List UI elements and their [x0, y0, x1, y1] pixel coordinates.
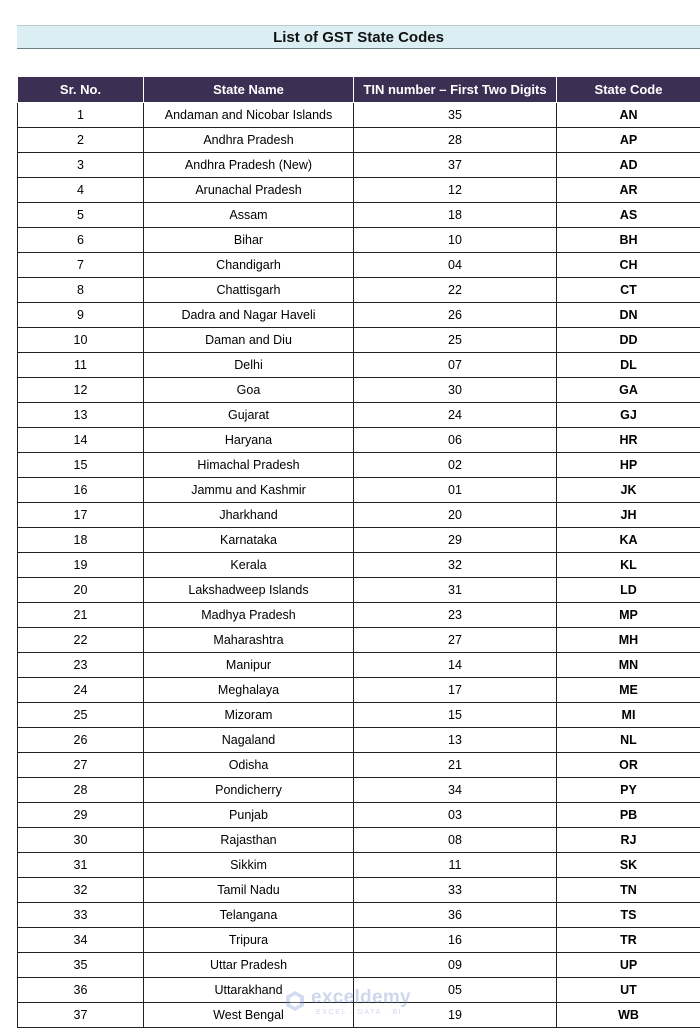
- cell-tin-digits: 25: [354, 328, 557, 353]
- table-row: [18, 228, 700, 253]
- cell-sr-no: 30: [18, 828, 144, 853]
- cell-tin-digits: 08: [354, 828, 557, 853]
- cell-tin-digits: 34: [354, 778, 557, 803]
- cell-state-name: Chattisgarh: [144, 278, 354, 303]
- cell-tin-digits: 04: [354, 253, 557, 278]
- table-row: [18, 753, 700, 778]
- cell-sr-no: 21: [18, 603, 144, 628]
- cell-state-code: LD: [557, 578, 700, 603]
- cell-tin-digits: 18: [354, 203, 557, 228]
- cell-sr-no: 5: [18, 203, 144, 228]
- cell-state-code: MP: [557, 603, 700, 628]
- cell-state-code: MH: [557, 628, 700, 653]
- cell-state-name: Arunachal Pradesh: [144, 178, 354, 203]
- cell-state-name: Assam: [144, 203, 354, 228]
- cell-state-name: Andhra Pradesh (New): [144, 153, 354, 178]
- cell-sr-no: 6: [18, 228, 144, 253]
- cell-sr-no: 13: [18, 403, 144, 428]
- table-row: [18, 328, 700, 353]
- cell-state-code: CT: [557, 278, 700, 303]
- cell-state-code: PB: [557, 803, 700, 828]
- cell-sr-no: 36: [18, 978, 144, 1003]
- cell-state-code: NL: [557, 728, 700, 753]
- table-row: [18, 728, 700, 753]
- cell-tin-digits: 29: [354, 528, 557, 553]
- cell-state-code: HP: [557, 453, 700, 478]
- header-state-name: State Name: [144, 77, 354, 103]
- cell-state-name: Tamil Nadu: [144, 878, 354, 903]
- cell-state-name: Telangana: [144, 903, 354, 928]
- cell-state-name: Jharkhand: [144, 503, 354, 528]
- cell-state-name: Dadra and Nagar Haveli: [144, 303, 354, 328]
- cell-sr-no: 18: [18, 528, 144, 553]
- cell-state-name: West Bengal: [144, 1003, 354, 1028]
- cell-state-code: PY: [557, 778, 700, 803]
- cell-state-name: Uttarakhand: [144, 978, 354, 1003]
- table-row: [18, 1003, 700, 1028]
- cell-tin-digits: 26: [354, 303, 557, 328]
- cell-state-code: SK: [557, 853, 700, 878]
- cell-tin-digits: 30: [354, 378, 557, 403]
- cell-tin-digits: 05: [354, 978, 557, 1003]
- cell-sr-no: 4: [18, 178, 144, 203]
- cell-state-code: AS: [557, 203, 700, 228]
- table-row: [18, 503, 700, 528]
- cell-state-code: UP: [557, 953, 700, 978]
- cell-state-name: Manipur: [144, 653, 354, 678]
- cell-state-code: GA: [557, 378, 700, 403]
- cell-sr-no: 25: [18, 703, 144, 728]
- cell-sr-no: 10: [18, 328, 144, 353]
- cell-state-code: OR: [557, 753, 700, 778]
- table-row: [18, 203, 700, 228]
- cell-tin-digits: 37: [354, 153, 557, 178]
- cell-state-code: UT: [557, 978, 700, 1003]
- cell-tin-digits: 16: [354, 928, 557, 953]
- table-row: [18, 403, 700, 428]
- table-row: [18, 678, 700, 703]
- cell-state-name: Meghalaya: [144, 678, 354, 703]
- cell-tin-digits: 33: [354, 878, 557, 903]
- cell-sr-no: 16: [18, 478, 144, 503]
- cell-tin-digits: 17: [354, 678, 557, 703]
- cell-tin-digits: 07: [354, 353, 557, 378]
- cell-sr-no: 34: [18, 928, 144, 953]
- cell-state-code: AR: [557, 178, 700, 203]
- cell-tin-digits: 20: [354, 503, 557, 528]
- cell-sr-no: 37: [18, 1003, 144, 1028]
- table-row: [18, 378, 700, 403]
- cell-state-code: WB: [557, 1003, 700, 1028]
- cell-sr-no: 22: [18, 628, 144, 653]
- table-row: [18, 978, 700, 1003]
- cell-state-code: TR: [557, 928, 700, 953]
- cell-tin-digits: 11: [354, 853, 557, 878]
- table-row: [18, 453, 700, 478]
- table-row: [18, 778, 700, 803]
- cell-tin-digits: 31: [354, 578, 557, 603]
- cell-tin-digits: 19: [354, 1003, 557, 1028]
- cell-tin-digits: 06: [354, 428, 557, 453]
- cell-tin-digits: 01: [354, 478, 557, 503]
- cell-state-code: MI: [557, 703, 700, 728]
- cell-tin-digits: 14: [354, 653, 557, 678]
- table-row: [18, 353, 700, 378]
- cell-state-code: GJ: [557, 403, 700, 428]
- cell-state-name: Tripura: [144, 928, 354, 953]
- table-row: [18, 103, 700, 128]
- table-row: [18, 928, 700, 953]
- cell-sr-no: 29: [18, 803, 144, 828]
- cell-state-name: Goa: [144, 378, 354, 403]
- table-row: [18, 128, 700, 153]
- watermark-name: exceldemy: [311, 987, 411, 1008]
- cell-state-code: AD: [557, 153, 700, 178]
- cell-sr-no: 3: [18, 153, 144, 178]
- cell-state-code: AN: [557, 103, 700, 128]
- cell-state-name: Uttar Pradesh: [144, 953, 354, 978]
- table-row: [18, 628, 700, 653]
- cell-tin-digits: 22: [354, 278, 557, 303]
- cell-state-name: Rajasthan: [144, 828, 354, 853]
- table-row: [18, 478, 700, 503]
- cell-state-code: BH: [557, 228, 700, 253]
- cell-state-code: CH: [557, 253, 700, 278]
- cell-state-code: MN: [557, 653, 700, 678]
- table-row: [18, 953, 700, 978]
- cell-tin-digits: 09: [354, 953, 557, 978]
- cell-sr-no: 28: [18, 778, 144, 803]
- cell-sr-no: 31: [18, 853, 144, 878]
- cell-state-code: KL: [557, 553, 700, 578]
- cell-tin-digits: 27: [354, 628, 557, 653]
- table-row: [18, 903, 700, 928]
- cell-sr-no: 32: [18, 878, 144, 903]
- cell-sr-no: 24: [18, 678, 144, 703]
- cell-tin-digits: 13: [354, 728, 557, 753]
- cell-state-code: DL: [557, 353, 700, 378]
- cell-sr-no: 26: [18, 728, 144, 753]
- cell-state-name: Himachal Pradesh: [144, 453, 354, 478]
- table-row: [18, 803, 700, 828]
- cell-tin-digits: 28: [354, 128, 557, 153]
- cell-state-code: HR: [557, 428, 700, 453]
- table-row: [18, 853, 700, 878]
- cell-state-name: Maharashtra: [144, 628, 354, 653]
- cell-state-code: JK: [557, 478, 700, 503]
- cell-sr-no: 7: [18, 253, 144, 278]
- cell-sr-no: 11: [18, 353, 144, 378]
- cell-sr-no: 15: [18, 453, 144, 478]
- cell-tin-digits: 10: [354, 228, 557, 253]
- cell-state-name: Punjab: [144, 803, 354, 828]
- cell-state-code: TN: [557, 878, 700, 903]
- cell-state-name: Karnataka: [144, 528, 354, 553]
- table-body: [18, 103, 700, 1028]
- cell-tin-digits: 23: [354, 603, 557, 628]
- cell-state-name: Nagaland: [144, 728, 354, 753]
- cell-state-name: Sikkim: [144, 853, 354, 878]
- table-row: [18, 653, 700, 678]
- cell-state-name: Lakshadweep Islands: [144, 578, 354, 603]
- cell-state-name: Andaman and Nicobar Islands: [144, 103, 354, 128]
- table-row: [18, 528, 700, 553]
- cell-state-name: Delhi: [144, 353, 354, 378]
- cell-state-code: RJ: [557, 828, 700, 853]
- cell-state-name: Daman and Diu: [144, 328, 354, 353]
- table-row: [18, 178, 700, 203]
- table-row: [18, 253, 700, 278]
- cell-tin-digits: 02: [354, 453, 557, 478]
- cell-state-name: Andhra Pradesh: [144, 128, 354, 153]
- table-row: [18, 828, 700, 853]
- cell-sr-no: 9: [18, 303, 144, 328]
- cell-state-name: Madhya Pradesh: [144, 603, 354, 628]
- table-row: [18, 553, 700, 578]
- cell-sr-no: 20: [18, 578, 144, 603]
- cell-state-code: AP: [557, 128, 700, 153]
- cell-state-name: Bihar: [144, 228, 354, 253]
- sheet-title: List of GST State Codes: [17, 25, 700, 49]
- header-state-code: State Code: [557, 77, 700, 103]
- cell-state-code: KA: [557, 528, 700, 553]
- cell-sr-no: 19: [18, 553, 144, 578]
- cell-state-code: DN: [557, 303, 700, 328]
- cell-state-code: ME: [557, 678, 700, 703]
- cell-tin-digits: 35: [354, 103, 557, 128]
- table-header-row: [18, 77, 700, 103]
- cell-tin-digits: 36: [354, 903, 557, 928]
- cell-tin-digits: 21: [354, 753, 557, 778]
- cell-state-name: Gujarat: [144, 403, 354, 428]
- cell-state-name: Jammu and Kashmir: [144, 478, 354, 503]
- cell-state-name: Mizoram: [144, 703, 354, 728]
- table-row: [18, 878, 700, 903]
- cell-sr-no: 33: [18, 903, 144, 928]
- cell-state-name: Chandigarh: [144, 253, 354, 278]
- cell-sr-no: 35: [18, 953, 144, 978]
- cell-sr-no: 14: [18, 428, 144, 453]
- cell-tin-digits: 24: [354, 403, 557, 428]
- cell-state-code: JH: [557, 503, 700, 528]
- cell-state-name: Haryana: [144, 428, 354, 453]
- cell-sr-no: 8: [18, 278, 144, 303]
- cell-sr-no: 2: [18, 128, 144, 153]
- cell-state-code: TS: [557, 903, 700, 928]
- table-row: [18, 303, 700, 328]
- cell-sr-no: 12: [18, 378, 144, 403]
- table-row: [18, 703, 700, 728]
- table-row: [18, 603, 700, 628]
- header-sr-no: Sr. No.: [18, 77, 144, 103]
- gst-state-codes-table: [17, 76, 700, 1028]
- cell-sr-no: 1: [18, 103, 144, 128]
- cell-state-name: Pondicherry: [144, 778, 354, 803]
- cell-sr-no: 17: [18, 503, 144, 528]
- cell-tin-digits: 15: [354, 703, 557, 728]
- header-tin-digits: TIN number – First Two Digits: [354, 77, 557, 103]
- table-row: [18, 153, 700, 178]
- cell-tin-digits: 03: [354, 803, 557, 828]
- cell-state-name: Odisha: [144, 753, 354, 778]
- cell-state-name: Kerala: [144, 553, 354, 578]
- cell-tin-digits: 12: [354, 178, 557, 203]
- cell-state-code: DD: [557, 328, 700, 353]
- cell-tin-digits: 32: [354, 553, 557, 578]
- table-row: [18, 278, 700, 303]
- cell-sr-no: 27: [18, 753, 144, 778]
- table-row: [18, 428, 700, 453]
- cell-sr-no: 23: [18, 653, 144, 678]
- table-row: [18, 578, 700, 603]
- watermark-tagline: EXCEL · DATA · BI: [316, 1009, 403, 1016]
